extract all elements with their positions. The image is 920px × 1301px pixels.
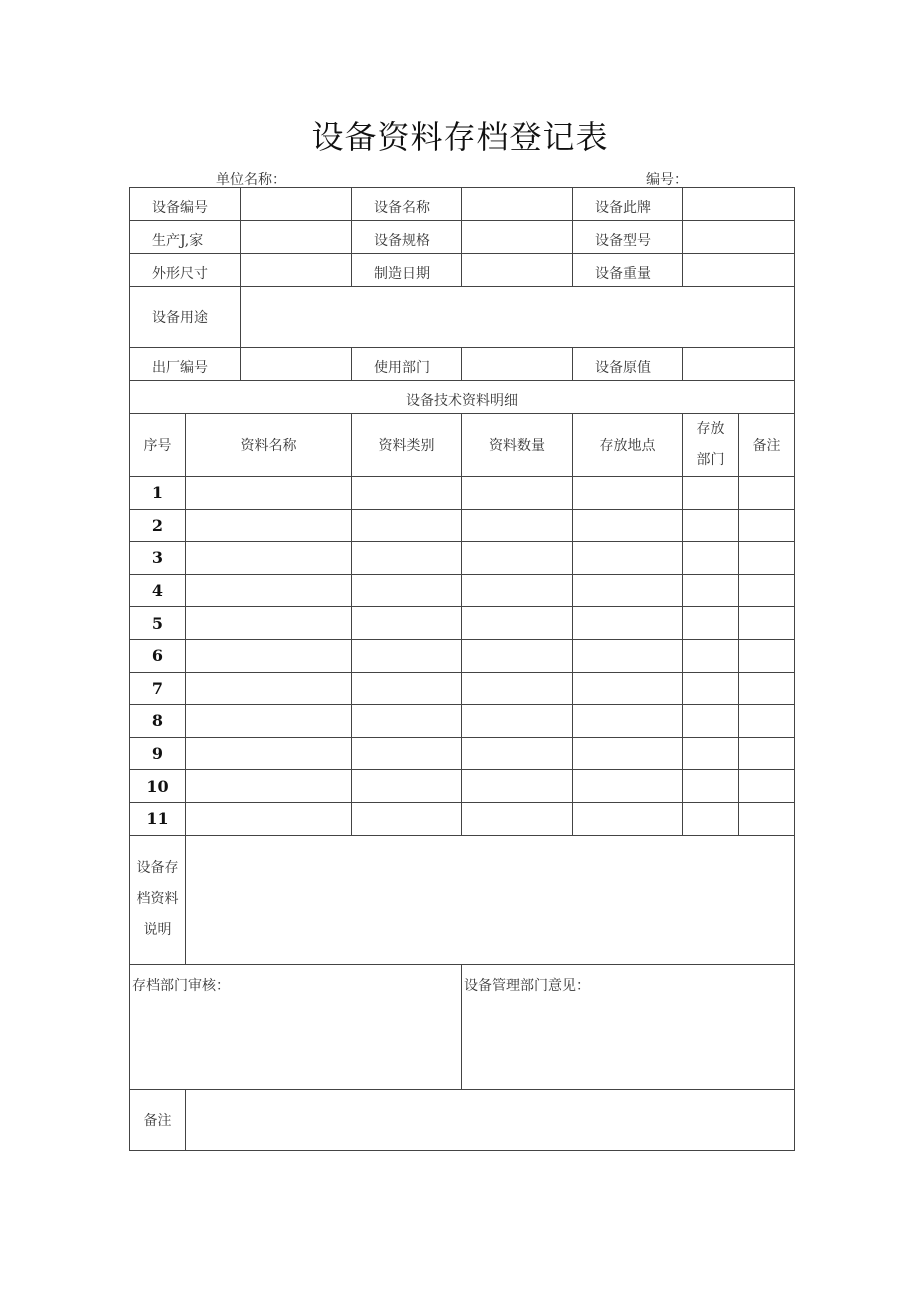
cell-storage-dept[interactable] xyxy=(683,639,739,672)
label-original-value: 设备原值 xyxy=(573,348,683,381)
row-number: 6 xyxy=(130,639,186,672)
row-number: 11 xyxy=(130,802,186,835)
cell-storage-location[interactable] xyxy=(573,509,683,542)
row-number: 1 xyxy=(130,477,186,510)
col-header-location: 存放地点 xyxy=(573,414,683,477)
cell-doc-name[interactable] xyxy=(186,639,352,672)
cell-storage-location[interactable] xyxy=(573,574,683,607)
cell-doc-name[interactable] xyxy=(186,477,352,510)
cell-doc-name[interactable] xyxy=(186,802,352,835)
row-number: 8 xyxy=(130,705,186,738)
cell-doc-category[interactable] xyxy=(352,509,462,542)
label-purpose: 设备用途 xyxy=(130,287,241,348)
label-weight: 设备重量 xyxy=(573,254,683,287)
cell-doc-category[interactable] xyxy=(352,770,462,803)
cell-remark[interactable] xyxy=(739,477,795,510)
cell-remark[interactable] xyxy=(739,802,795,835)
row-number: 10 xyxy=(130,770,186,803)
cell-doc-quantity[interactable] xyxy=(462,770,573,803)
col-header-quantity: 资料数量 xyxy=(462,414,573,477)
mgmt-opinion-box[interactable] xyxy=(462,964,795,1089)
page-title: 设备资料存档登记表 xyxy=(311,118,609,156)
detail-header-row xyxy=(130,414,795,477)
archive-desc-line2: 档资料 xyxy=(136,891,179,908)
cell-remark[interactable] xyxy=(739,737,795,770)
cell-doc-category[interactable] xyxy=(352,574,462,607)
col-header-category: 资料类别 xyxy=(352,414,462,477)
archive-desc-line3: 说明 xyxy=(143,922,172,939)
cell-storage-dept[interactable] xyxy=(683,477,739,510)
input-archive-desc[interactable] xyxy=(186,835,795,964)
input-remark[interactable] xyxy=(186,1089,795,1150)
cell-doc-name[interactable] xyxy=(186,509,352,542)
info-row xyxy=(130,188,795,221)
cell-doc-category[interactable] xyxy=(352,802,462,835)
label-dimensions: 外形尺寸 xyxy=(130,254,241,287)
row-number: 5 xyxy=(130,607,186,640)
cell-doc-category[interactable] xyxy=(352,542,462,575)
mgmt-opinion-label: 设备管理部门意见： xyxy=(464,977,590,994)
table-row xyxy=(130,607,795,640)
cell-remark[interactable] xyxy=(739,770,795,803)
cell-storage-location[interactable] xyxy=(573,802,683,835)
cell-storage-location[interactable] xyxy=(573,477,683,510)
input-equipment-no[interactable] xyxy=(241,188,352,221)
col-header-storage-dept xyxy=(683,414,739,477)
registration-form xyxy=(129,187,795,1151)
cell-doc-quantity[interactable] xyxy=(462,574,573,607)
input-manufacturer[interactable] xyxy=(241,221,352,254)
label-remark: 备注 xyxy=(130,1089,186,1150)
cell-remark[interactable] xyxy=(739,607,795,640)
info-row xyxy=(130,287,795,348)
input-dimensions[interactable] xyxy=(241,254,352,287)
section-title: 设备技术资料明细 xyxy=(130,381,795,414)
cell-doc-name[interactable] xyxy=(186,737,352,770)
approval-row xyxy=(130,964,795,1089)
table-row xyxy=(130,574,795,607)
cell-doc-category[interactable] xyxy=(352,477,462,510)
table-row xyxy=(130,802,795,835)
input-using-dept[interactable] xyxy=(462,348,573,381)
table-row xyxy=(130,477,795,510)
table-row xyxy=(130,705,795,738)
cell-remark[interactable] xyxy=(739,705,795,738)
label-model: 设备型号 xyxy=(573,221,683,254)
cell-storage-dept[interactable] xyxy=(683,542,739,575)
remark-row xyxy=(130,1089,795,1150)
cell-storage-dept[interactable] xyxy=(683,607,739,640)
cell-storage-location[interactable] xyxy=(573,770,683,803)
table-row xyxy=(130,639,795,672)
input-factory-no[interactable] xyxy=(241,348,352,381)
unit-name-label: 单位名称： xyxy=(216,172,286,188)
table-row xyxy=(130,672,795,705)
cell-storage-dept[interactable] xyxy=(683,802,739,835)
cell-doc-category[interactable] xyxy=(352,737,462,770)
input-original-value[interactable] xyxy=(683,348,795,381)
cell-doc-category[interactable] xyxy=(352,639,462,672)
table-row xyxy=(130,737,795,770)
label-specification: 设备规格 xyxy=(352,221,462,254)
cell-doc-quantity[interactable] xyxy=(462,477,573,510)
cell-remark[interactable] xyxy=(739,509,795,542)
col-header-seq: 序号 xyxy=(130,414,186,477)
cell-storage-location[interactable] xyxy=(573,542,683,575)
cell-storage-dept[interactable] xyxy=(683,574,739,607)
cell-doc-quantity[interactable] xyxy=(462,672,573,705)
archive-desc-row xyxy=(130,835,795,964)
info-row xyxy=(130,254,795,287)
label-factory-no: 出厂编号 xyxy=(130,348,241,381)
table-row xyxy=(130,542,795,575)
cell-storage-location[interactable] xyxy=(573,639,683,672)
table-row xyxy=(130,509,795,542)
table-row xyxy=(130,770,795,803)
cell-doc-quantity[interactable] xyxy=(462,737,573,770)
input-model[interactable] xyxy=(683,221,795,254)
cell-doc-name[interactable] xyxy=(186,770,352,803)
cell-doc-quantity[interactable] xyxy=(462,509,573,542)
code-label: 编号： xyxy=(646,172,688,188)
col-header-name: 资料名称 xyxy=(186,414,352,477)
label-equipment-name: 设备名称 xyxy=(352,188,462,221)
label-manufacture-date: 制造日期 xyxy=(352,254,462,287)
cell-doc-category[interactable] xyxy=(352,705,462,738)
cell-doc-name[interactable] xyxy=(186,542,352,575)
cell-doc-name[interactable] xyxy=(186,607,352,640)
cell-storage-location[interactable] xyxy=(573,607,683,640)
input-equipment-name[interactable] xyxy=(462,188,573,221)
cell-doc-name[interactable] xyxy=(186,574,352,607)
row-number: 7 xyxy=(130,672,186,705)
input-manufacture-date[interactable] xyxy=(462,254,573,287)
row-number: 4 xyxy=(130,574,186,607)
cell-remark[interactable] xyxy=(739,672,795,705)
cell-storage-location[interactable] xyxy=(573,672,683,705)
cell-doc-quantity[interactable] xyxy=(462,607,573,640)
archive-review-label: 存档部门审核： xyxy=(132,977,230,994)
cell-doc-category[interactable] xyxy=(352,672,462,705)
cell-storage-dept[interactable] xyxy=(683,737,739,770)
label-using-dept: 使用部门 xyxy=(352,348,462,381)
label-archive-desc xyxy=(130,835,186,964)
archive-review-box[interactable] xyxy=(130,964,462,1089)
label-equipment-no: 设备编号 xyxy=(130,188,241,221)
archive-desc-line1: 设备存 xyxy=(136,860,179,877)
cell-remark[interactable] xyxy=(739,639,795,672)
input-equipment-brand[interactable] xyxy=(683,188,795,221)
cell-storage-dept[interactable] xyxy=(683,672,739,705)
info-row xyxy=(130,221,795,254)
cell-doc-quantity[interactable] xyxy=(462,639,573,672)
cell-remark[interactable] xyxy=(739,542,795,575)
row-number: 3 xyxy=(130,542,186,575)
cell-storage-dept[interactable] xyxy=(683,770,739,803)
row-number: 2 xyxy=(130,509,186,542)
cell-remark[interactable] xyxy=(739,574,795,607)
col-header-storage-dept-line1: 存放 xyxy=(696,421,725,437)
cell-doc-quantity[interactable] xyxy=(462,542,573,575)
info-row xyxy=(130,348,795,381)
cell-storage-dept[interactable] xyxy=(683,705,739,738)
input-specification[interactable] xyxy=(462,221,573,254)
cell-doc-quantity[interactable] xyxy=(462,705,573,738)
cell-storage-dept[interactable] xyxy=(683,509,739,542)
col-header-storage-dept-line2: 部门 xyxy=(696,452,725,468)
cell-storage-location[interactable] xyxy=(573,705,683,738)
cell-doc-name[interactable] xyxy=(186,672,352,705)
row-number: 9 xyxy=(130,737,186,770)
input-weight[interactable] xyxy=(683,254,795,287)
cell-doc-category[interactable] xyxy=(352,607,462,640)
cell-storage-location[interactable] xyxy=(573,737,683,770)
label-equipment-brand: 设备此牌 xyxy=(573,188,683,221)
cell-doc-name[interactable] xyxy=(186,705,352,738)
input-purpose[interactable] xyxy=(241,287,795,348)
col-header-remark: 备注 xyxy=(739,414,795,477)
label-manufacturer: 生产J,家 xyxy=(130,221,241,254)
cell-doc-quantity[interactable] xyxy=(462,802,573,835)
